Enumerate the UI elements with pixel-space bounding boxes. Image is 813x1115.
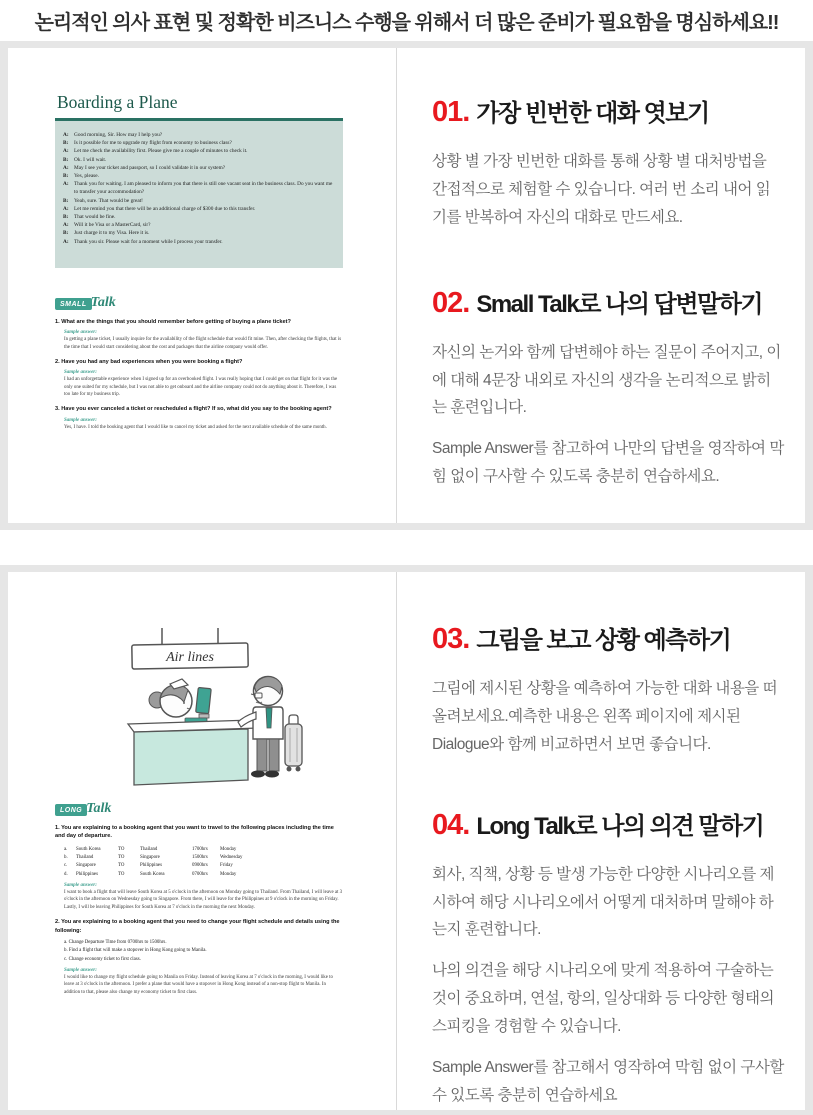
section-03-heading <box>432 620 785 656</box>
dialogue-line <box>63 205 336 213</box>
section-02-heading <box>432 284 785 320</box>
section-title: 가장 빈번한 대화 엿보기 <box>476 100 709 127</box>
dialogue-line <box>63 221 336 229</box>
dialogue-line <box>63 172 336 180</box>
speaker-label: A: <box>63 148 69 155</box>
itinerary-destination: Philippines <box>140 863 163 869</box>
itinerary-id: c. <box>64 863 68 869</box>
section-paragraph: 나의 의견을 해당 시나리오에 맞게 적용하여 구술하는것이 중요하며, 연설, 항의, 일상대화 등 다양한 형태의 스피킹을 경험할 수 있습니다. <box>432 962 774 1036</box>
itinerary-destination: Thailand <box>140 846 158 852</box>
question-text: 3. Have you ever canceled a ticket or rescheduled a flight? If so, what did you say to the booking agent? <box>55 406 332 413</box>
section-03 <box>432 620 785 759</box>
speaker-label: B: <box>63 140 69 147</box>
itinerary-row <box>64 854 343 862</box>
long-talk-question-2 <box>55 918 343 996</box>
speaker-label: B: <box>63 230 69 237</box>
dialogue-text: Thank you sir. Please wait for a moment while I process your transfer. <box>74 238 223 245</box>
itinerary-to-label: TO <box>118 855 125 861</box>
long-talk-badge: LONG <box>55 804 87 816</box>
section-paragraph: 그림에 제시된 상황을 예측하여 가능한 대화 내용을 떠올려보세요.예측한 내용은 왼쪽 페이지에 제시된 Dialogue와 함께 비교하면서 보면 좋습니다. <box>432 680 778 753</box>
section-title: 그림을 보고 상황 예측하기 <box>476 627 731 654</box>
speaker-label: A: <box>63 181 69 188</box>
itinerary-time: 1500hrs <box>192 855 208 861</box>
section-04-heading <box>432 806 785 842</box>
change-item: a. Change Departure Time from 0700hrs to 1500hrs. <box>64 939 167 945</box>
book-page-boarding-a-plane <box>55 92 343 431</box>
itinerary-row <box>64 862 343 870</box>
change-item: b. Find a flight that will make a stopover in Hong Kong going to Manila. <box>64 948 207 954</box>
dialogue-text: Will it be Visa or a MasterCard, sir? <box>74 222 151 229</box>
change-item: c. Change economy ticket to first class. <box>64 956 141 962</box>
question-text: 1. You are explaining to a booking agent that you want to travel to the following places including the time and day of departure. <box>55 825 334 840</box>
sample-answer-label: Sample answer: <box>64 417 97 423</box>
card2-description-column <box>396 572 805 1110</box>
itinerary-day: Wednesday <box>220 855 243 861</box>
dialogue-text: Ok. I will wait. <box>74 156 107 163</box>
dialogue-line <box>63 131 336 139</box>
section-paragraph: Sample Answer를 참고하여 나만의 답변을 영작하여 막힘 없이 구사할 수 있도록 충분히 연습하세요. <box>432 440 784 486</box>
section-01-heading <box>432 93 785 129</box>
small-talk-script: Talk <box>90 294 116 310</box>
dialogue-line <box>63 156 336 164</box>
section-number: 03. <box>432 623 470 655</box>
question-text: 2. Have you had any bad experiences when you were booking a flight? <box>55 358 243 365</box>
itinerary-time: 0900hrs <box>192 863 208 869</box>
dialogue-text: Yeah, sure. That would be great! <box>74 197 143 204</box>
dialogue-line <box>63 139 336 147</box>
long-talk-script: Talk <box>86 801 112 816</box>
sample-answer-text: I had an unforgettable experience when I signed up for an overbooked flight. I was really hoping that I could get on that flight for it was the only one suited for my schedule, but I was not able to get onboard and the airline company could not do anything about it. Therefore, I was too late for my business trip. <box>64 377 338 398</box>
speaker-label: A: <box>63 222 69 229</box>
sample-answer-label: Sample answer: <box>64 370 97 376</box>
small-talk-question-3 <box>55 405 343 431</box>
dialogue-text: That would be fine. <box>74 214 116 221</box>
card1-book-preview-column <box>8 48 396 523</box>
itinerary-to-label: TO <box>118 863 125 869</box>
sample-answer-text: I want to book a flight that will leave South Korea at 5 o'clock in the afternoon on Monday going to Thailand. From Thailand, I will leave at 3 o'clock in the afternoon on Wednesday going to Singapore. From there, I will leave for the Philippines at 9 o'clock in the morning on Friday. Lastly, I will be leaving Philippines for South Korea at 7 o'clock in the morning the next Monday. <box>64 890 343 910</box>
itinerary-day: Friday <box>220 863 233 869</box>
section-paragraph: 상황 별 가장 빈번한 대화를 통해 상황 별 대처방법을 간접적으로 체험할 수 있습니다. 여러 번 소리 내어 읽기를 반복하여 자신의 대화로 만드세요. <box>432 153 771 226</box>
dialogue-text: Is it possible for me to upgrade my flight from economy to business class? <box>74 140 232 147</box>
feature-card-1-inner <box>8 48 805 523</box>
section-number: 01. <box>432 96 470 128</box>
book-page-long-talk <box>55 800 343 996</box>
itinerary-destination: Singapore <box>140 855 160 861</box>
section-02 <box>432 284 785 491</box>
speaker-label: A: <box>63 132 69 138</box>
speaker-label: B: <box>63 197 69 204</box>
small-talk-badge: SMALL <box>55 298 92 310</box>
section-title: Long Talk로 나의 의견 말하기 <box>476 812 764 840</box>
dialogue-text: Good morning, Sir. How may I help you? <box>74 132 163 138</box>
section-number: 02. <box>432 286 470 319</box>
small-talk-question-1 <box>55 318 343 351</box>
speaker-label: A: <box>63 164 69 171</box>
long-talk-logo <box>55 800 343 816</box>
dialogue-box <box>55 121 343 268</box>
sample-answer-label: Sample answer: <box>64 883 97 889</box>
itinerary-to-label: TO <box>118 846 125 852</box>
airlines-sign-text: Air lines <box>166 650 214 665</box>
airline-counter-svg <box>100 628 305 788</box>
itinerary-row <box>64 871 343 879</box>
small-talk-logo <box>55 294 343 310</box>
itinerary-day: Monday <box>220 846 237 852</box>
book-page-title: Boarding a Plane <box>55 92 343 121</box>
itinerary-from: Thailand <box>76 855 94 861</box>
dialogue-line <box>63 213 336 221</box>
itinerary-time: 0700hrs <box>192 871 208 877</box>
section-number: 04. <box>432 808 470 841</box>
section-01 <box>432 93 785 232</box>
sample-answer-text: Yes, I have. I told the booking agent that I would like to cancel my ticket and asked for the next available schedule of the same month. <box>64 424 327 430</box>
small-talk-question-2 <box>55 358 343 398</box>
feature-card-1 <box>0 41 813 530</box>
itinerary-from: South Korea <box>76 846 101 852</box>
question-text: 1. What are the things that you should remember before getting of buying a plane ticket? <box>55 318 291 325</box>
sample-answer-label: Sample answer: <box>64 967 97 973</box>
long-talk-question-1 <box>55 824 343 911</box>
itinerary-from: Singapore <box>76 863 96 869</box>
itinerary-day: Monday <box>220 871 237 877</box>
question-text: 2. You are explaining to a booking agent that you need to change your flight schedule and details using the following: <box>55 919 340 934</box>
speaker-label: B: <box>63 214 69 221</box>
itinerary-from: Philippines <box>76 871 99 877</box>
dialogue-line <box>63 197 336 205</box>
dialogue-text: Just charge it to my Visa. Here it is. <box>74 230 150 237</box>
dialogue-text: Yes, please. <box>74 173 99 180</box>
section-paragraph: Sample Answer를 참고해서 영작하여 막힘 없이 구사할 수 있도록 충분히 연습하세요 <box>432 1059 784 1104</box>
itinerary-to-label: TO <box>118 871 125 877</box>
itinerary-id: a. <box>64 846 68 852</box>
section-paragraph: 회사, 직책, 상황 등 발생 가능한 다양한 시나리오를 제시하여 해당 시나리오에서 어떻게 대처하며 말해야 하는지 훈련합니다. <box>432 865 774 939</box>
dialogue-line <box>63 229 336 237</box>
itinerary-id: d. <box>64 871 68 877</box>
dialogue-text: Let me check the availability first. Please give me a couple of minutes to check it. <box>74 148 248 155</box>
speaker-label: B: <box>63 173 69 180</box>
speaker-label: B: <box>63 156 69 163</box>
card2-book-preview-column <box>8 572 396 1110</box>
feature-card-2 <box>0 565 813 1115</box>
dialogue-line <box>63 164 336 172</box>
dialogue-line <box>63 238 336 246</box>
dialogue-text: May I see your ticket and passport, so I could validate it in our system? <box>74 164 226 171</box>
itinerary-id: b. <box>64 855 68 861</box>
change-list <box>55 939 343 964</box>
section-04 <box>432 806 785 1110</box>
itinerary-table <box>64 846 343 879</box>
itinerary-row <box>64 846 343 854</box>
dialogue-line <box>63 147 336 155</box>
sample-answer-text: I would like to change my flight schedule going to Manila on Friday. Instead of leaving Korea at 7 o'clock in the morning, I would like to leave at 3 o'clock in the afternoon. I prefer a plane that would have a stopover in Hong Kong instead of a non-stop flight to Manila. In addition to that, please also change my economy ticket to first class. <box>64 974 333 995</box>
itinerary-time: 1700hrs <box>192 846 208 852</box>
section-paragraph: 자신의 논거와 함께 답변해야 하는 질문이 주어지고, 이에 대해 4문장 내외로 자신의 생각을 논리적으로 밝히는 훈련입니다. <box>432 343 781 417</box>
card1-description-column <box>396 48 805 523</box>
speaker-label: A: <box>63 205 69 212</box>
sample-answer-label: Sample answer: <box>64 330 97 336</box>
banner-text: 논리적인 의사 표현 및 정확한 비즈니스 수행을 위해서 더 많은 준비가 필요함을 명심하세요!! <box>34 12 779 34</box>
dialogue-text: Let me remind you that there will be an additional charge of $300 due to this transfer. <box>74 205 256 212</box>
sample-answer-text: In getting a plane ticket, I usually inquire for the availability of the flight schedule that would fit mine. Then, after checking the flights, that is the time that I would start considering about the cost and packages that the airline company would offer. <box>64 337 342 350</box>
itinerary-destination: South Korea <box>140 871 165 877</box>
speaker-label: A: <box>63 238 69 245</box>
dialogue-line <box>63 180 336 196</box>
feature-card-2-inner <box>8 572 805 1110</box>
airline-counter-illustration <box>100 628 305 788</box>
top-banner <box>0 0 813 41</box>
dialogue-text: Thank you for waiting. I am pleased to inform you that there is still one vacant seat in the business class. Do you want me to transfer your accommodation? <box>74 181 333 196</box>
section-title: Small Talk로 나의 답변말하기 <box>476 290 763 318</box>
